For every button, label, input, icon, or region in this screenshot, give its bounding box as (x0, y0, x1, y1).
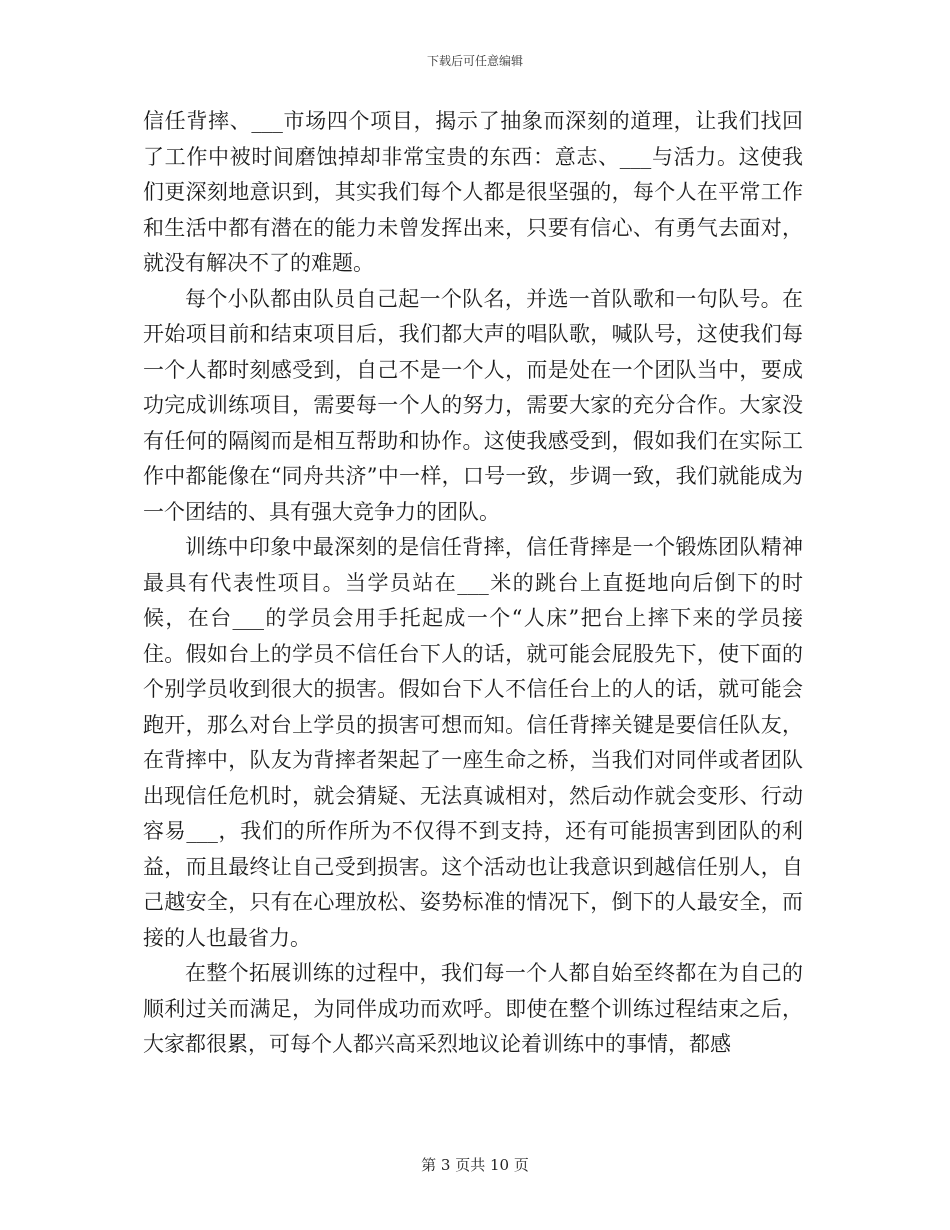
paragraph-2: 每个小队都由队员自己起一个队名，并选一首队歌和一句队号。在开始项目前和结束项目后，我们都大声的唱队歌，喊队号，这使我们每一个人都时刻感受到，自己不是一个人，而是处在一个团队当中，要成功完成训练项目，需要每一个人的努力，需要大家的充分合作。大家没有任何的隔阂而是相互帮助和协作。这使我感受到，假如我们在实际工作中都能像在“同舟共济”中一样，口号一致，步调一致，我们就能成为一个团结的、具有强大竞争力的团队。 (143, 286, 803, 524)
paragraph-1: 信任背摔、___市场四个项目，揭示了抽象而深刻的道理，让我们找回了工作中被时间磨蚀掉却非常宝贵的东西：意志、___与活力。这使我们更深刻地意识到，其实我们每个人都是很坚强的，每个人在平常工作和生活中都有潜在的能力未曾发挥出来，只要有信心、有勇气去面对，就没有解决不了的难题。 (143, 109, 803, 275)
paragraph-3: 训练中印象中最深刻的是信任背摔，信任背摔是一个锻炼团队精神最具有代表性项目。当学员站在___米的跳台上直挺地向后倒下的时候，在台___的学员会用手托起成一个“人床”把台上摔下来的学员接住。假如台上的学员不信任台下人的话，就可能会屁股先下，使下面的个别学员收到很大的损害。假如台下人不信任台上的人的话，就可能会跑开，那么对台上学员的损害可想而知。信任背摔关键是要信任队友，在背摔中，队友为背摔者架起了一座生命之桥，当我们对同伴或者团队出现信任危机时，就会猜疑、无法真诚相对，然后动作就会变形、行动容易___，我们的所作所为不仅得不到支持，还有可能损害到团队的利益，而且最终让自己受到损害。这个活动也让我意识到越信任别人，自己越安全，只有在心理放松、姿势标准的情况下，倒下的人最安全，而接的人也最省力。 (143, 535, 803, 950)
paragraph-4: 在整个拓展训练的过程中，我们每一个人都自始至终都在为自己的顺利过关而满足，为同伴成功而欢呼。即使在整个训练过程结束之后，大家都很累，可每个人都兴高采烈地议论着训练中的事情，都感 (143, 961, 803, 1056)
page-footer: 第 3 页共 10 页 (421, 1156, 529, 1174)
page-header: 下载后可任意编辑 (426, 54, 523, 68)
document-body (143, 104, 803, 1063)
